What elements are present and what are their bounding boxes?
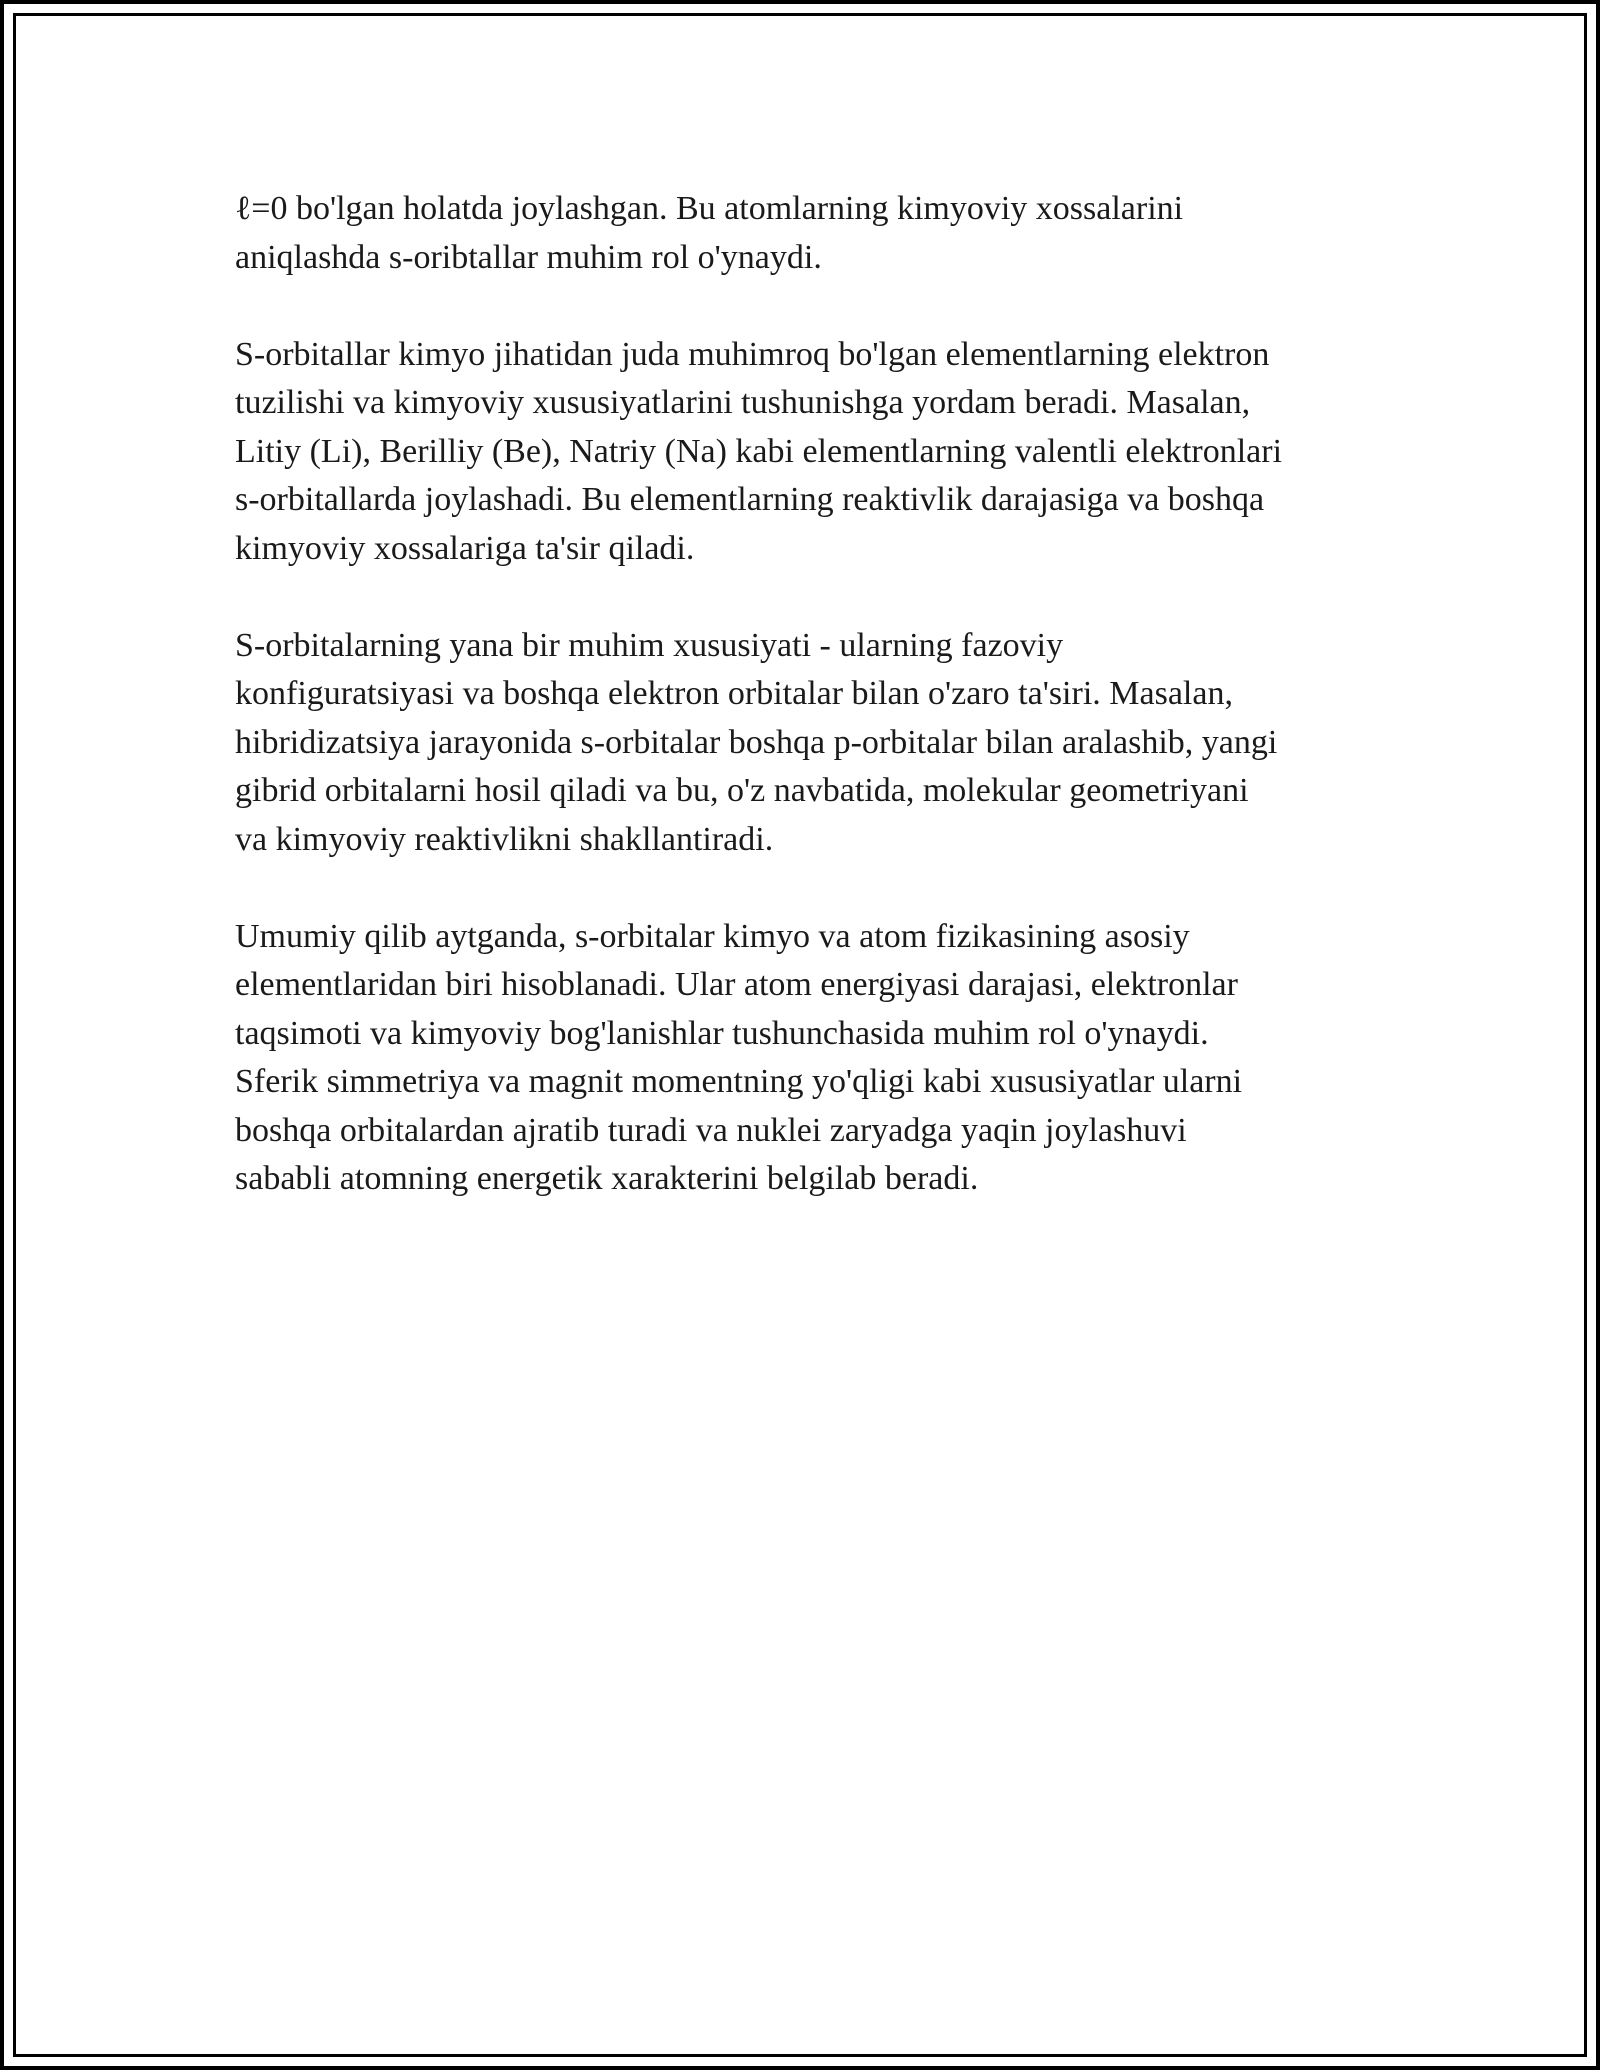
paragraph-1: ℓ=0 bo'lgan holatda joylashgan. Bu atomlarning kimyoviy xossalarini aniqlashda s-oribtallar muhim rol o'ynaydi. xyxy=(235,190,1184,276)
paragraph-4: Umumiy qilib aytganda, s-orbitalar kimyo va atom fizikasining asosiy elementlaridan biri hisoblanadi. Ular atom energiyasi darajasi, elektronlar taqsimoti va kimyoviy bog'lanishlar tushunchasida muhim rol o'ynaydi. Sferik simmetriya va magnit momentning yo'qligi kabi xususiyatlar ularni boshqa orbitalardan ajratib turadi va nuklei zaryadga yaqin joylashuvi sababli atomning energetik xarakterini belgilab beradi. xyxy=(235,917,1243,1197)
document-body xyxy=(235,185,1415,1252)
paragraph-2: S-orbitallar kimyo jihatidan juda muhimroq bo'lgan elementlarning elektron tuzilishi va kimyoviy xususiyatlarini tushunishga yordam beradi. Masalan, Litiy (Li), Berilliy (Be), Natriy (Na) kabi elementlarning valentli elektronlari s-orbitallarda joylashadi. Bu elementlarning reaktivlik darajasiga va boshqa kimyoviy xossalariga ta'sir qiladi. xyxy=(235,335,1283,567)
paragraph-3: S-orbitalarning yana bir muhim xususiyati - ularning fazoviy konfiguratsiyasi va boshqa elektron orbitalar bilan o'zaro ta'siri. Masalan, hibridizatsiya jarayonida s-orbitalar boshqa p-orbitalar bilan aralashib, yangi gibrid orbitalarni hosil qiladi va bu, o'z navbatida, molekular geometriyani va kimyoviy reaktivlikni shakllantiradi. xyxy=(235,626,1278,858)
